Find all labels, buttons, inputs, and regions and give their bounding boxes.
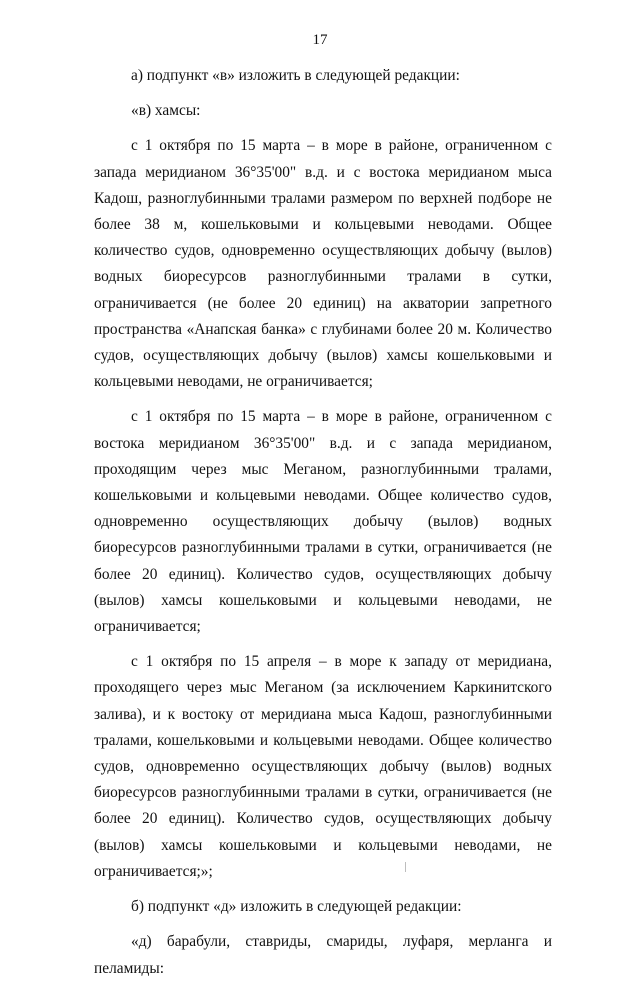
scan-artifact [405,862,406,872]
section-title-khamsa: «в) хамсы: [131,102,201,120]
document-body [94,63,552,982]
section-title-fish: «д) барабули, ставриды, смариды, луфаря, мерланга и пеламиды: [94,933,552,977]
page-number: 17 [312,32,328,48]
paragraph-period-1: с 1 октября по 15 марта – в море в районе, ограниченном с запада меридианом 36°35'00" в.д. и с востока меридианом мыса Кадош, разноглубинными тралами размером по верхней подборе не более 38 м, кошельковыми и кольцевыми неводами. Общее количество судов, одновременно осуществляющих добычу (вылов) водных биоресурсов разноглубинными тралами в сутки, ограничивается (не более 20 единиц) на акватории запретного пространства «Анапская банка» с глубинами более 20 м. Количество судов, осуществляющих добычу (вылов) хамсы кошельковыми и кольцевыми неводами, не ограничивается; [94,137,552,391]
paragraph-period-3: с 1 октября по 15 апреля – в море к западу от меридиана, проходящего через мыс Меганом (за исключением Каркинитского залива), и к востоку от меридиана мыса Кадош, разноглубинными тралами, кошельковыми и кольцевыми неводами. Общее количество судов, одновременно осуществляющих добычу (вылов) водных биоресурсов разноглубинными тралами в сутки, ограничивается (не более 20 единиц). Количество судов, осуществляющих добычу (вылов) хамсы кошельковыми и кольцевыми неводами, не ограничивается;»; [94,653,552,880]
paragraph-period-2: с 1 октября по 15 марта – в море в районе, ограниченном с востока меридианом 36°35'00" в.д. и с запада меридианом, проходящим через мыс Меганом, разноглубинными тралами, кошельковыми и кольцевыми неводами. Общее количество судов, одновременно осуществляющих добычу (вылов) водных биоресурсов разноглубинными тралами в сутки, ограничивается (не более 20 единиц). Количество судов, осуществляющих добычу (вылов) хамсы кошельковыми и кольцевыми неводами, не ограничивается; [94,408,552,636]
amendment-heading-d: б) подпункт «д» изложить в следующей редакции: [131,898,462,916]
amendment-heading-v: а) подпункт «в» изложить в следующей редакции: [131,67,460,84]
